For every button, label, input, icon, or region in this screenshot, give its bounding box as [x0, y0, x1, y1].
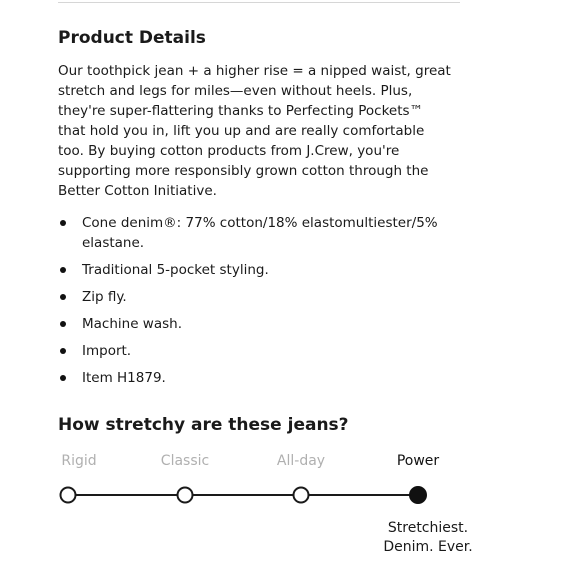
bullet-icon [60, 348, 66, 354]
list-item-line: Item H1879. [82, 370, 166, 386]
list-item-text [82, 341, 462, 361]
stretch-level-marker-power-selected [410, 487, 427, 504]
bullet-icon [60, 294, 66, 300]
stretch-level-marker-rigid [61, 488, 76, 503]
stretch-level-label-power: Power [396, 453, 440, 469]
stretch-level-label-classic: Classic [160, 453, 210, 469]
list-item-line: elastane. [82, 235, 145, 251]
stretch-scale-title: How stretchy are these jeans? [58, 415, 349, 435]
description-line: supporting more responsibly grown cotton through the [58, 163, 429, 179]
caption-line: Denim. Ever. [383, 539, 473, 555]
stretch-level-marker-all-day [294, 488, 309, 503]
list-item-text [82, 260, 462, 280]
bullet-icon [60, 375, 66, 381]
section-divider [58, 2, 460, 3]
stretch-level-label-rigid: Rigid [61, 453, 97, 469]
stretch-level-label-all-day: All-day [276, 453, 326, 469]
list-item-text [82, 314, 462, 334]
list-item-line: Cone denim®: 77% cotton/18% elastomultiester/5% [82, 215, 438, 231]
list-item-line: Zip fly. [82, 289, 127, 305]
list-item-line: Machine wash. [82, 316, 182, 332]
description-line: stretch and legs for miles—even without heels. Plus, [58, 83, 413, 99]
bullet-icon [60, 321, 66, 327]
caption-line: Stretchiest. [387, 520, 469, 536]
list-item-text [82, 213, 462, 253]
description-line: that hold you in, lift you up and are really comfortable [58, 123, 425, 139]
stretch-scale [58, 480, 468, 510]
bullet-icon [60, 220, 66, 226]
product-description [58, 61, 460, 201]
list-item-line: Traditional 5-pocket styling. [82, 262, 269, 278]
list-item-text [82, 368, 462, 388]
description-line: Our toothpick jean + a higher rise = a nipped waist, great [58, 63, 451, 79]
stretch-level-caption [348, 519, 508, 557]
list-item-line: Import. [82, 343, 132, 359]
stretch-level-marker-classic [178, 488, 193, 503]
product-details-title: Product Details [58, 28, 206, 48]
description-line: they're super-flattering thanks to Perfecting Pockets™ [58, 103, 424, 119]
description-line: Better Cotton Initiative. [58, 183, 217, 199]
list-item-text [82, 287, 462, 307]
bullet-icon [60, 267, 66, 273]
description-line: too. By buying cotton products from J.Crew, you're [58, 143, 400, 159]
